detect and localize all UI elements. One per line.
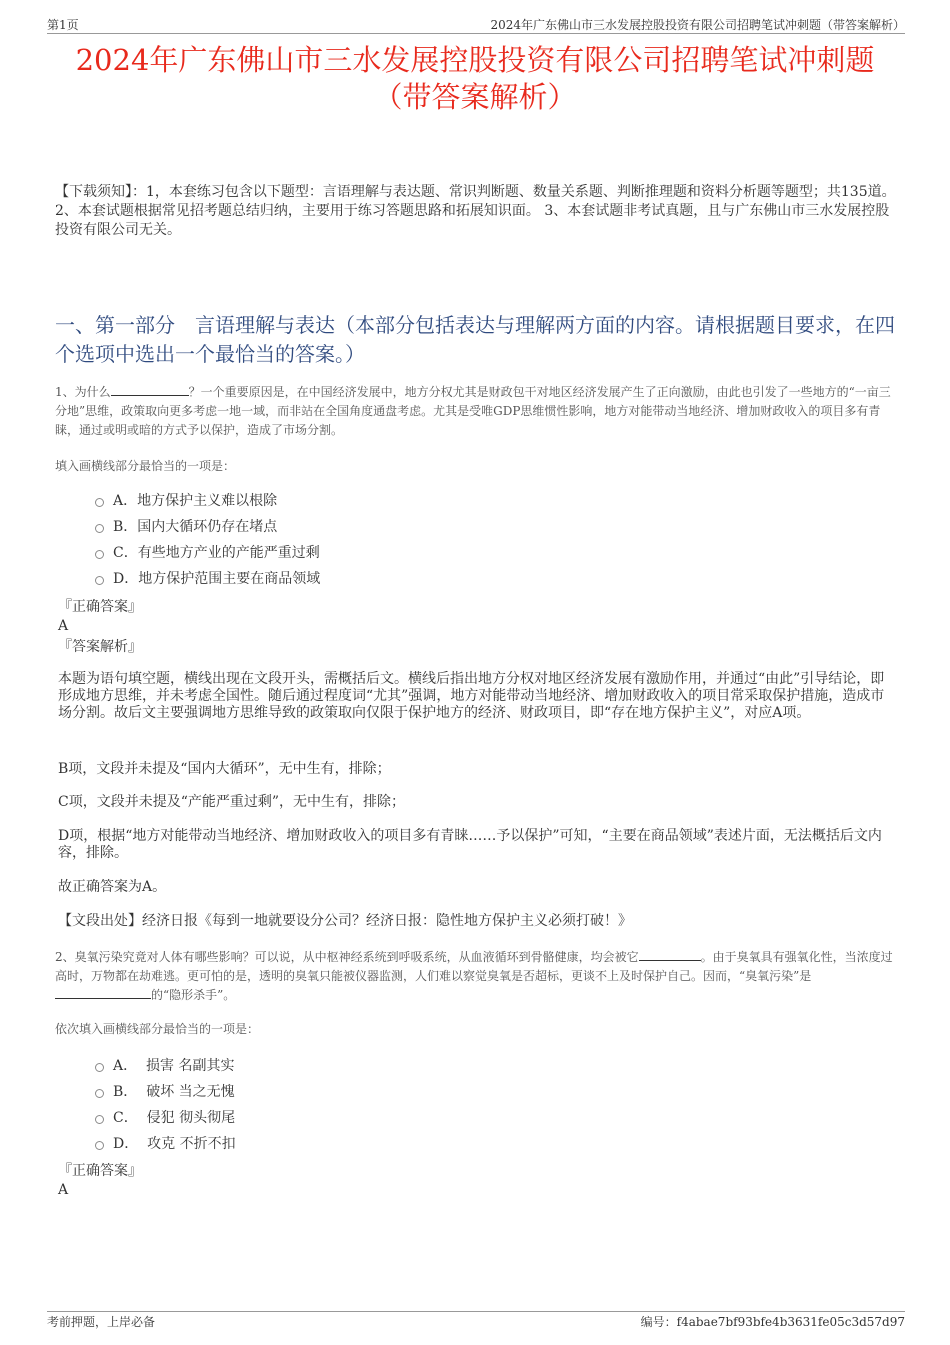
radio-icon[interactable]: [95, 1089, 104, 1098]
radio-icon[interactable]: [95, 524, 104, 533]
title-line-1: 2024年广东佛山市三水发展控股投资有限公司招聘笔试冲刺题: [75, 43, 875, 77]
q1-prompt: 填入画横线部分最恰当的一项是：: [55, 459, 236, 473]
document-title: [40, 42, 910, 116]
radio-icon[interactable]: [95, 1063, 104, 1072]
option-letter: D．: [113, 571, 139, 587]
q1-option-a[interactable]: [95, 487, 320, 513]
radio-icon[interactable]: [95, 576, 104, 585]
question-1-stem: [55, 383, 900, 440]
option-text: 侵犯 彻头彻尾: [146, 1110, 236, 1126]
q2-prompt: 依次填入画横线部分最恰当的一项是：: [55, 1022, 260, 1036]
option-letter: A．: [113, 1058, 138, 1074]
radio-icon[interactable]: [95, 1141, 104, 1150]
q2-blank-1: [639, 949, 701, 961]
option-text: 攻克 不折不扣: [147, 1136, 236, 1152]
option-letter: A．: [113, 493, 138, 509]
q2-option-b[interactable]: [95, 1078, 236, 1104]
q1-option-c[interactable]: [95, 539, 320, 565]
q1-option-b[interactable]: [95, 513, 320, 539]
option-text: 有些地方产业的产能严重过剩: [137, 545, 320, 561]
footer-code: [641, 1313, 905, 1330]
q1-answer-label: 『正确答案』: [58, 599, 142, 615]
radio-icon[interactable]: [95, 550, 104, 559]
q2-stem-part-3: 的“隐形杀手”。: [151, 988, 236, 1002]
option-letter: B．: [113, 1084, 138, 1100]
q1-analysis-main: 本题为语句填空题，横线出现在文段开头，需概括后文。横线后指出地方分权对地区经济发展有激励作用，并通过“由此”引导结论，即形成地方思维，并未考虑全国性。随后通过程度词“尤其”强调，地方对能带动当地经济、增加财政收入的项目常采取保护措施，造成市场分割。故后文主要强调地方思维导致的政策取向仅限于保护地方的经济、财政项目，即“存在地方保护主义”，对应A项。: [58, 671, 885, 721]
option-letter: B．: [113, 519, 138, 535]
q1-analysis-c: C项，文段并未提及“产能严重过剩”，无中生有，排除；: [58, 794, 406, 810]
option-text: 国内大循环仍存在堵点: [137, 519, 278, 535]
q2-answer: A: [58, 1182, 69, 1198]
q1-options: [95, 487, 320, 591]
option-text: 地方保护范围主要在商品领域: [138, 571, 321, 587]
radio-icon[interactable]: [95, 498, 104, 507]
q2-answer-label: 『正确答案』: [58, 1163, 142, 1179]
header-divider: [47, 33, 905, 34]
q2-stem-part-2: 。由于臭氧具有强氧化性，当浓度过高时，万物都在劫难逃。更可怕的是，透明的臭氧只能被仪器监测，人们难以察觉臭氧是否超标，更谈不上及时保护自己。因而，“臭氧污染”是: [55, 950, 893, 983]
download-notice: 【下载须知】：1，本套练习包含以下题型：言语理解与表达题、常识判断题、数量关系题、判断推理题和资料分析题等题型；共135道。 2、本套试题根据常见招考题总结归纳，主要用于练习答题思路和拓展知识面。 3、本套试题非考试真题，且与广东佛山市三水发展控股投资有限公司无关。: [55, 184, 896, 238]
footer-divider: [47, 1311, 905, 1312]
q1-answer: A: [58, 618, 69, 634]
title-line-2: （带答案解析）: [373, 80, 577, 114]
footer-code-label: 编号：: [640, 1315, 677, 1329]
option-text: 损害 名副其实: [146, 1058, 235, 1074]
radio-icon[interactable]: [95, 1115, 104, 1124]
option-letter: D．: [113, 1136, 139, 1152]
footer-code-value: f4abae7bf93bfe4b3631fe05c3d57d97: [676, 1315, 905, 1329]
q1-stem-after: ？一个重要原因是，在中国经济发展中，地方分权尤其是财政包干对地区经济发展产生了正向激励，由此也引发了一些地方的“一亩三分地”思维，政策取向更多考虑一地一域，而非站在全国角度通盘考虑。尤其是受唯GDP思维惯性影响，地方对能带动当地经济、增加财政收入的项目多有青睐，通过或明或暗的方式予以保护，造成了市场分割。: [55, 385, 891, 437]
section-title: 一、第一部分 言语理解与表达（本部分包括表达与理解两方面的内容。请根据题目要求，在四个选项中选出一个最恰当的答案。）: [55, 313, 895, 366]
q2-options: [95, 1052, 236, 1156]
q2-option-c[interactable]: [95, 1104, 236, 1130]
q1-blank: [111, 384, 189, 396]
option-letter: C．: [113, 1110, 138, 1126]
page-number: 第1页: [47, 18, 79, 32]
page-header: [47, 14, 905, 32]
q1-source: 【文段出处】经济日报《每到一地就要设分公司？经济日报：隐性地方保护主义必须打破！》: [58, 913, 632, 929]
q2-option-d[interactable]: [95, 1130, 236, 1156]
q2-blank-2: [55, 987, 151, 999]
q1-stem-before: 1、为什么: [55, 385, 111, 399]
footer-slogan: 考前押题，上岸必备: [47, 1315, 156, 1329]
q1-analysis-label: 『答案解析』: [58, 639, 142, 655]
option-text: 破坏 当之无愧: [146, 1084, 235, 1100]
option-text: 地方保护主义难以根除: [137, 493, 278, 509]
q1-analysis-conclusion: 故正确答案为A。: [58, 879, 167, 895]
q1-option-d[interactable]: [95, 565, 320, 591]
option-letter: C．: [113, 545, 138, 561]
q1-analysis-b: B项，文段并未提及“国内大循环”，无中生有，排除；: [58, 761, 391, 777]
header-doc-title: 2024年广东佛山市三水发展控股投资有限公司招聘笔试冲刺题（带答案解析）: [490, 18, 905, 32]
q2-stem-part-1: 2、臭氧污染究竟对人体有哪些影响？可以说，从中枢神经系统到呼吸系统，从血液循环到骨骼健康，均会被它: [55, 950, 639, 964]
q1-analysis-d: D项，根据“地方对能带动当地经济、增加财政收入的项目多有青睐……予以保护”可知，“主要在商品领域”表述片面，无法概括后文内容，排除。: [58, 828, 882, 861]
q2-option-a[interactable]: [95, 1052, 236, 1078]
question-2-stem: [55, 948, 900, 1005]
